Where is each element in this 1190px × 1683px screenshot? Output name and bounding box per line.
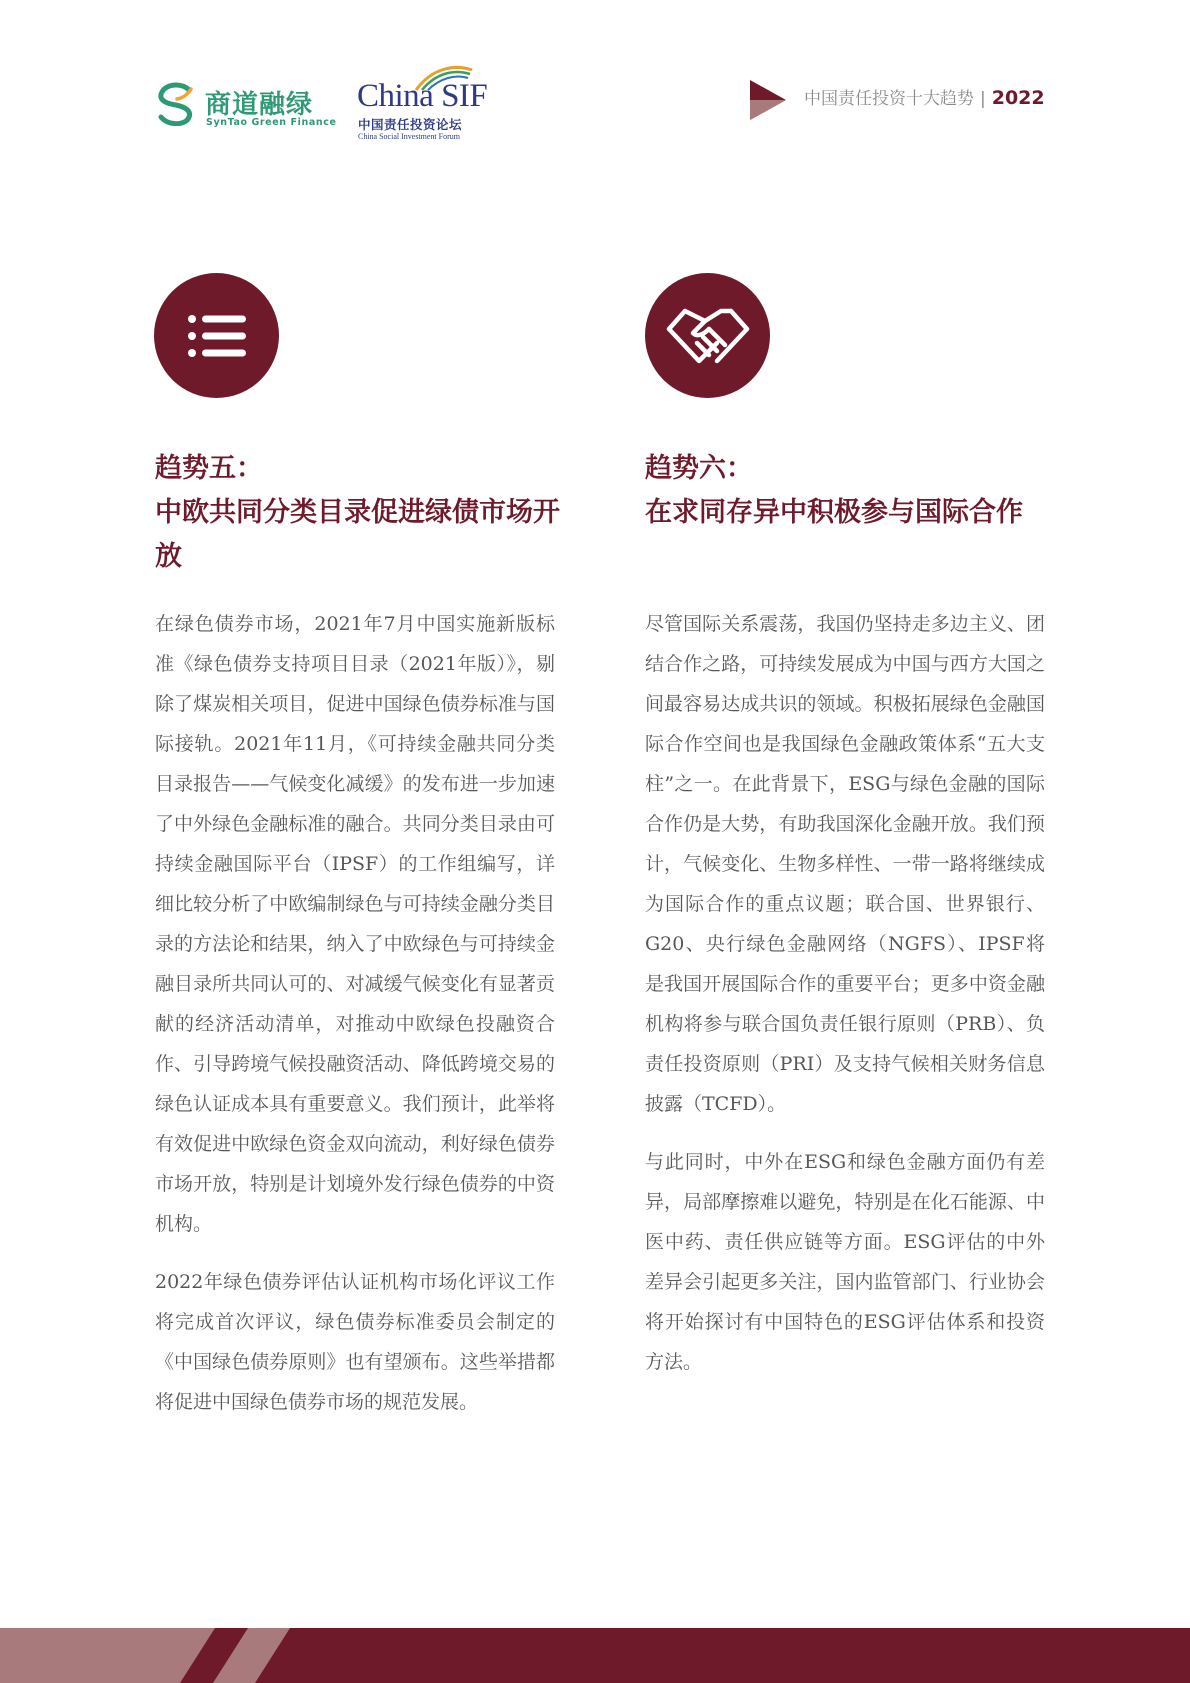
header-triangle-icon	[750, 80, 790, 120]
trend5-paragraph-2	[155, 1262, 555, 1422]
report-title	[804, 84, 1045, 109]
trend5-paragraph-2-text: 2022年绿色债券评估认证机构市场化评议工作将完成首次评议，绿色债券标准委员会制定的《中国绿色债券原则》也有望颁布。这些举措都将促进中国绿色债券市场的规范发展。	[155, 1271, 555, 1413]
trend5-paragraph-1	[155, 604, 555, 1244]
trend6-heading	[645, 447, 1065, 535]
report-year: 2022	[991, 87, 1045, 109]
trend5-heading-title: 中欧共同分类目录促进绿债市场开放	[155, 497, 560, 572]
handshake-icon	[665, 301, 751, 371]
footer-band	[0, 1628, 1190, 1683]
trend5-paragraph-1-text: 在绿色债券市场，2021年7月中国实施新版标准《绿色债券支持项目目录（2021年版）》，剔除了煤炭相关项目，促进中国绿色债券标准与国际接轨。2021年11月，《可持续金融共同分类目录报告——气候变化减缓》的发布进一步加速了中外绿色金融标准的融合。共同分类目录由可持续金融国际平台（IPSF）的工作组编写，详细比较分析了中欧编制绿色与可持续金融分类目录的方法论和结果，纳入了中欧绿色与可持续金融目录所共同认可的、对减缓气候变化有显著贡献的经济活动清单，对推动中欧绿色投融资合作、引导跨境气候投融资活动、降低跨境交易的绿色认证成本具有重要意义。我们预计，此举将有效促进中欧绿色资金双向流动，利好绿色债券市场开放，特别是计划境外发行绿色债券的中资机构。	[155, 613, 555, 1235]
trend5-icon-badge	[154, 273, 279, 398]
trend6-heading-label: 趋势六：	[645, 453, 753, 484]
trend6-heading-title: 在求同存异中积极参与国际合作	[645, 497, 1023, 528]
report-title-text: 中国责任投资十大趋势	[804, 89, 974, 109]
syntao-logo-subtitle: SynTao Green Finance	[206, 117, 337, 128]
trend5-heading	[155, 447, 565, 579]
china-sif-logo	[354, 60, 504, 141]
syntao-logo-mark-icon	[153, 80, 199, 126]
trend6-icon-badge	[645, 273, 770, 398]
china-sif-logo-en: China Social Investment Forum	[358, 132, 460, 141]
china-sif-logo-name: China SIF	[357, 78, 488, 114]
china-sif-logo-cn: 中国责任投资论坛	[358, 117, 463, 132]
trend6-paragraph-1	[645, 604, 1045, 1124]
syntao-logo-name: 商道融绿	[205, 90, 314, 120]
list-icon	[187, 314, 247, 358]
trend6-paragraph-2-text: 与此同时，中外在ESG和绿色金融方面仍有差异，局部摩擦难以避免，特别是在化石能源、中医中药、责任供应链等方面。ESG评估的中外差异会引起更多关注，国内监管部门、行业协会将开始探讨有中国特色的ESG评估体系和投资方法。	[645, 1151, 1045, 1373]
syntao-logo	[153, 78, 337, 130]
report-title-separator: |	[980, 89, 986, 109]
trend6-paragraph-2	[645, 1142, 1045, 1382]
trend6-paragraph-1-text: 尽管国际关系震荡，我国仍坚持走多边主义、团结合作之路，可持续发展成为中国与西方大国之间最容易达成共识的领域。积极拓展绿色金融国际合作空间也是我国绿色金融政策体系“五大支柱”之一。在此背景下，ESG与绿色金融的国际合作仍是大势，有助我国深化金融开放。我们预计，气候变化、生物多样性、一带一路将继续成为国际合作的重点议题；联合国、世界银行、G20、央行绿色金融网络（NGFS）、IPSF将是我国开展国际合作的重要平台；更多中资金融机构将参与联合国负责任银行原则（PRB）、负责任投资原则（PRI）及支持气候相关财务信息披露（TCFD）。	[645, 613, 1045, 1115]
trend5-heading-label: 趋势五：	[155, 453, 263, 484]
